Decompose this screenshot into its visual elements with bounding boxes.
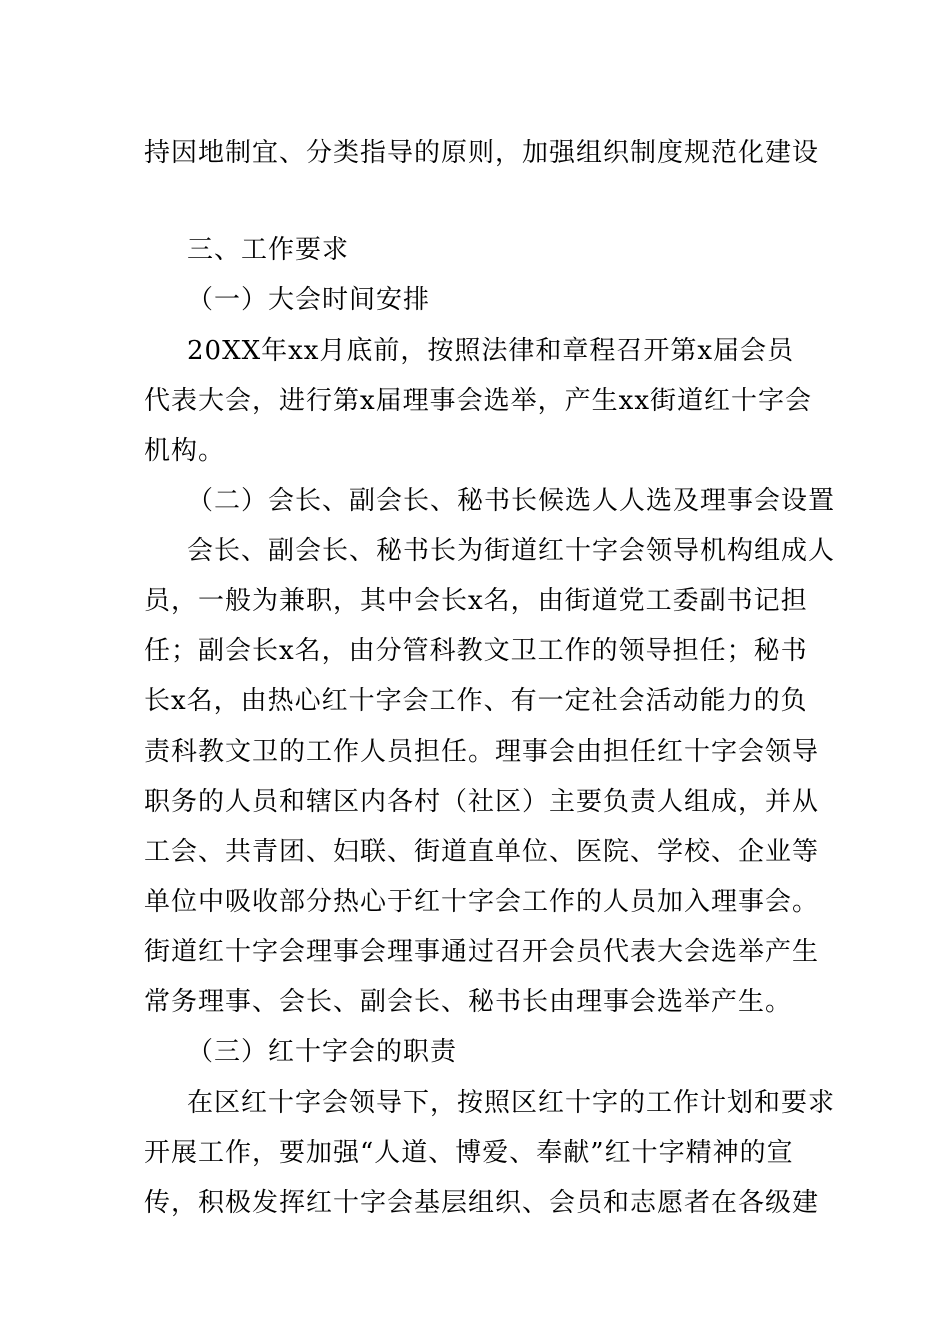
body-text-line: 20XX年xx月底前，按照法律和章程召开第x届会员 — [187, 336, 795, 366]
body-text-line: 长x名，由热心红十字会工作、有一定社会活动能力的负 — [144, 686, 808, 716]
subsection-heading: （三）红十字会的职责 — [187, 1037, 458, 1067]
body-text-line: 代表大会，进行第x届理事会选举，产生xx街道红十字会 — [144, 386, 812, 416]
body-text-line: 工会、共青团、妇联、街道直单位、医院、学校、企业等 — [144, 837, 820, 867]
subsection-heading: （一）大会时间安排 — [187, 285, 431, 315]
body-text-line: 员，一般为兼职，其中会长x名，由街道党工委副书记担 — [144, 586, 808, 616]
body-text-line: 在区红十字会领导下，按照区红十字的工作计划和要求 — [187, 1088, 836, 1118]
body-text-line: 街道红十字会理事会理事通过召开会员代表大会选举产生 — [144, 937, 820, 967]
body-text-line: 责科教文卫的工作人员担任。理事会由担任红十字会领导 — [144, 737, 820, 767]
body-text-line: 会长、副会长、秘书长为街道红十字会领导机构组成人 — [187, 536, 836, 566]
section-heading: 三、工作要求 — [187, 235, 350, 265]
subsection-heading: （二）会长、副会长、秘书长候选人人选及理事会设置 — [187, 486, 836, 516]
body-text-line: 开展工作，要加强“人道、博爱、奉献”红十字精神的宣 — [144, 1138, 794, 1168]
body-text-line: 职务的人员和辖区内各村（社区）主要负责人组成，并从 — [144, 787, 820, 817]
body-text-line: 任；副会长x名，由分管科教文卫工作的领导担任；秘书 — [144, 636, 808, 666]
body-text-line: 单位中吸收部分热心于红十字会工作的人员加入理事会。 — [144, 887, 820, 917]
body-text-line: 持因地制宜、分类指导的原则，加强组织制度规范化建设 — [144, 138, 820, 168]
body-text-line: 机构。 — [144, 436, 226, 466]
body-text-line: 传，积极发挥红十字会基层组织、会员和志愿者在各级建 — [144, 1188, 820, 1218]
body-text-line: 常务理事、会长、副会长、秘书长由理事会选举产生。 — [144, 987, 793, 1017]
